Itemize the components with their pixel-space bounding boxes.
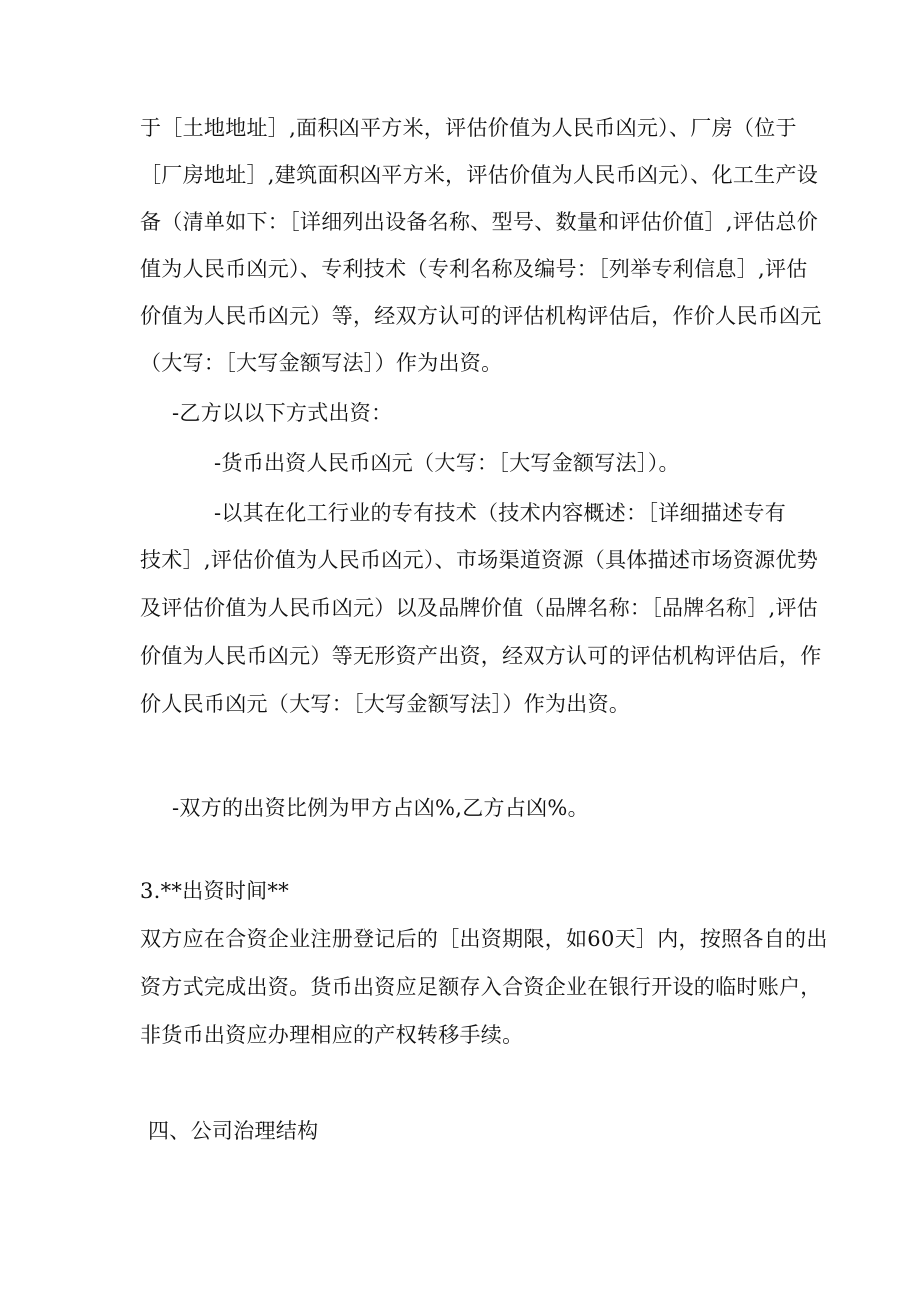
- paragraph-line: 资方式完成出资。货币出资应足额存入合资企业在银行开设的临时账户，: [140, 975, 822, 999]
- paragraph-line: 价人民币凶元（大写：［大写金额写法］）作为出资。: [140, 692, 631, 716]
- list-item-party-b-heading: -乙方以以下方式出资：: [172, 401, 393, 425]
- paragraph-line: 价值为人民币凶元）等无形资产出资，经双方认可的评估机构评估后，作: [140, 644, 822, 668]
- paragraph-line: 非货币出资应办理相应的产权转移手续。: [140, 1023, 524, 1047]
- paragraph-line: 及评估价值为人民币凶元）以及品牌价值（品牌名称：［品牌名称］,评估: [140, 596, 819, 620]
- list-item-intangible-contribution: -以其在化工行业的专有技术（技术内容概述：［详细描述专有: [214, 501, 786, 525]
- paragraph-line: 价值为人民币凶元）等，经双方认可的评估机构评估后，作价人民币凶元: [140, 304, 822, 328]
- paragraph-line: 备（清单如下：［详细列出设备名称、型号、数量和评估价值］,评估总价: [140, 210, 819, 234]
- paragraph-line: （大写：［大写金额写法］）作为出资。: [140, 351, 503, 375]
- list-item-cash-contribution: -货币出资人民币凶元（大写：［大写金额写法］）。: [214, 451, 680, 475]
- paragraph-line: 双方应在合资企业注册登记后的［出资期限，如60天］内，按照各自的出: [140, 927, 828, 951]
- paragraph-line: 值为人民币凶元）、专利技术（专利名称及编号：［列举专利信息］,评估: [140, 257, 808, 281]
- paragraph-line: ［厂房地址］,建筑面积凶平方米，评估价值为人民币凶元）、化工生产设: [140, 163, 819, 187]
- list-item-contribution-ratio: -双方的出资比例为甲方占凶%,乙方占凶%。: [172, 796, 589, 820]
- paragraph-line: 技术］,评估价值为人民币凶元）、市场渠道资源（具体描述市场资源优势: [140, 548, 819, 572]
- section-heading: 3.**出资时间**: [140, 879, 290, 903]
- paragraph-line: 于［土地地址］,面积凶平方米，评估价值为人民币凶元）、厂房（位于: [140, 116, 797, 140]
- chapter-heading: 四、公司治理结构: [148, 1119, 319, 1143]
